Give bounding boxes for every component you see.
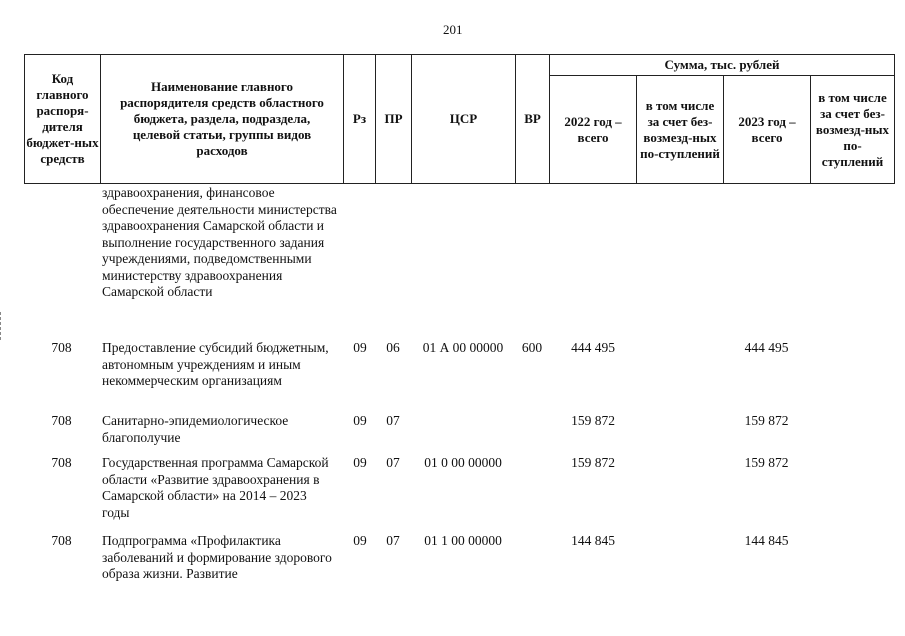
row-sum-2022: 159 872 [571, 455, 615, 470]
row-pr: 07 [386, 533, 400, 548]
row-csr: 01 1 00 00000 [424, 533, 502, 548]
header-rz: Рз [352, 111, 367, 126]
row-pr: 06 [386, 340, 400, 355]
row-rz: 09 [353, 533, 367, 548]
row-sum-2023: 444 495 [744, 340, 789, 355]
row-csr: 01 0 00 00000 [424, 455, 502, 470]
header-csr: ЦСР [449, 111, 478, 126]
header-vr: ВР [524, 111, 541, 126]
row-rz: 09 [353, 413, 367, 428]
row-code: 708 [51, 340, 72, 355]
row-rz: 09 [353, 340, 367, 355]
row-pr: 07 [386, 455, 400, 470]
row-sum-2023: 144 845 [744, 533, 789, 548]
row-code: 708 [51, 455, 72, 470]
header-2022-total: 2022 год – всего [564, 113, 622, 145]
row-code: 708 [51, 413, 72, 428]
row-sum-2022: 159 872 [571, 413, 615, 428]
scan-artifact [0, 312, 5, 340]
row-pr: 07 [386, 413, 400, 428]
header-pr: ПР [384, 111, 403, 126]
page-number: 201 [443, 22, 463, 37]
header-2023-incl: в том числе за счет без-возмезд-ных по-ступлений [815, 89, 890, 169]
header-sum-title: Сумма, тыс. рублей [664, 57, 780, 72]
row-sum-2023: 159 872 [744, 455, 789, 470]
row-code: 708 [51, 533, 72, 548]
row-sum-2022: 444 495 [571, 340, 615, 355]
row-name: Государственная программа Самарской области «Развитие здравоохранения в Самарской области» на 2014 – 2023 годы [102, 455, 329, 520]
row-vr: 600 [521, 340, 543, 355]
row-sum-2022: 144 845 [571, 533, 615, 548]
continuation-text: здравоохранения, финансовое обеспечение деятельности министерства здравоохранения Самарской области и выполнение государственного задания учреждениями, подведомственными министерству здравоохранения Самарской области [102, 185, 337, 299]
row-sum-2023: 159 872 [744, 413, 789, 428]
row-name: Санитарно-эпидемиологическое благополучие [102, 413, 289, 445]
header-name: Наименование главного распорядителя средств областного бюджета, раздела, подраздела, целевой статьи, группы видов расходов [120, 79, 324, 158]
row-csr: 01 А 00 00000 [422, 340, 504, 355]
table-header [24, 54, 895, 184]
header-code: Код главного распоря-дителя бюджет-ных средств [26, 71, 99, 166]
header-2023-total: 2023 год – всего [738, 113, 796, 145]
row-name: Предоставление субсидий бюджетным, автономным учреждениям и иным некоммерческим организациям [102, 340, 329, 388]
row-rz: 09 [353, 455, 367, 470]
header-2022-incl: в том числе за счет без-возмезд-ных по-ступлений [640, 97, 720, 161]
row-name: Подпрограмма «Профилактика заболеваний и формирование здорового образа жизни. Развитие [102, 533, 332, 581]
